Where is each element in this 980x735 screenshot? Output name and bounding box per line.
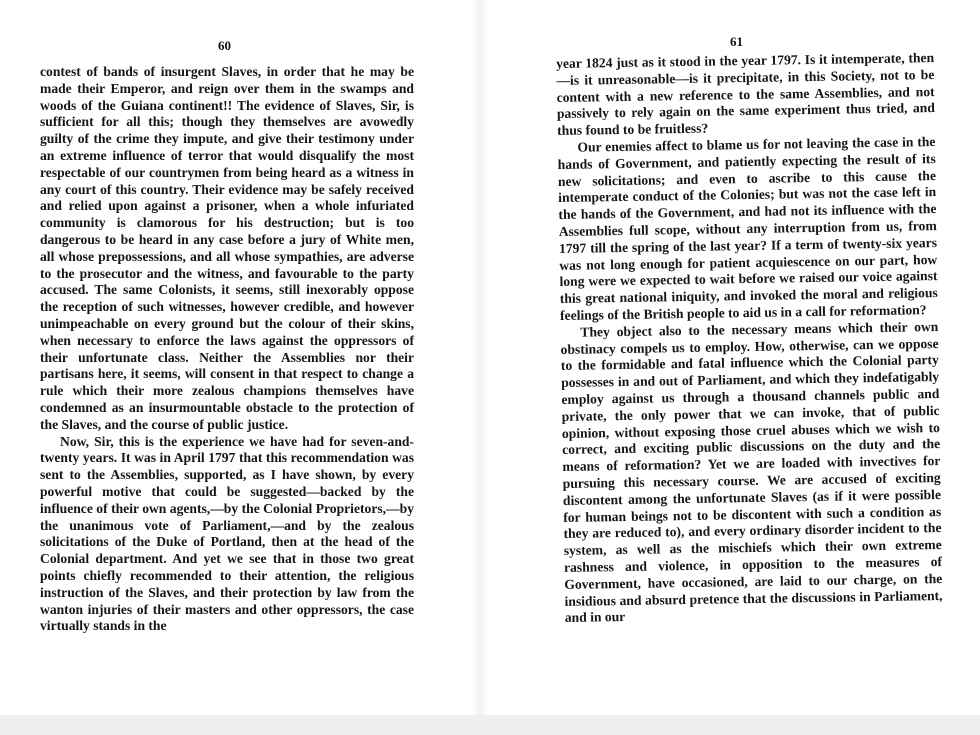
right-page-number: 61	[730, 34, 743, 49]
right-page-text	[556, 50, 943, 627]
right-paragraph-1: year 1824 just as it stood in the year 1797. Is it intemperate, then—is it unreasonable—is it precipitate, in this Society, not to be content with a new reference to the same Assemblies, and not passively to rely again on the same experiment thus tried, and thus found to be fruitless?	[556, 50, 935, 139]
left-page-text	[40, 64, 414, 635]
right-page	[490, 0, 980, 735]
left-page	[0, 0, 470, 735]
book-gutter	[472, 0, 488, 735]
left-paragraph-1: contest of bands of insurgent Slaves, in order that he may be made their Emperor, and reign over them in the swamps and woods of the Guiana continent!! The evidence of Slaves, Sir, is sufficient for all this; though they themselves are avowedly guilty of the crime they impute, and give their testimony under an extreme influence of terror that would disqualify the most respectable of our countrymen from being heard as a witness in any court of this country. Their evidence may be safely received and relied upon against a prisoner, when a whole infuriated community is clamorous for his destruction; but is too dangerous to be heard in any case before a jury of White men, all whose prepossessions, and all whose sympathies, are adverse to the prosecutor and the witness, and favourable to the party accused. The same Colonists, it seems, still inexorably oppose the reception of such witnesses, however credible, and however unimpeachable on every ground but the colour of their skins, when necessary to enforce the laws against the oppressors of their unfortunate class. Neither the Assemblies nor their partisans here, it seems, will consent in that respect to change a rule which their more zealous champions themselves have condemned as an insurmountable obstacle to the protection of the Slaves, and the course of public justice.	[40, 64, 414, 432]
right-paragraph-3: They object also to the necessary means which their own obstinacy compels us to employ. How, otherwise, can we oppose to the formidable and fatal influence which the Colonial party possesses in and out of Parliament, and which they indefatigably employ against us through a thousand channels public and private, the only power that we can invoke, that of public opinion, without exposing those cruel abuses which we wish to correct, and exciting public discussions on the duty and the means of reformation? Yet we are loaded with invectives for pursuing this necessary course. We are accused of exciting discontent among the unfortunate Slaves (as if it were possible for human beings not to be discontent with such a condition as they are reduced to), and every ordinary disorder incident to the system, as well as the mischiefs which their own extreme rashness and violence, in opposition to the measures of Government, have occasioned, are laid to our charge, on the insidious and absurd pretence that the discussions in Parliament, and in our	[560, 318, 943, 626]
left-paragraph-2: Now, Sir, this is the experience we have had for seven-and-twenty years. It was in April 1797 that this recommendation was sent to the Assemblies, supported, as I have shown, by every powerful motive that could be suggested—backed by the influence of their own agents,—by the Colonial Proprietors,—by the unanimous vote of Parliament,—and by the zealous solicitations of the Duke of Portland, then at the head of the Colonial department. And yet we see that in those two great points chiefly recommended to their attention, the religious instruction of the Slaves, and their protection by law from the wanton injuries of their masters and other oppressors, the case virtually stands in the	[40, 433, 414, 634]
left-page-number: 60	[218, 38, 231, 53]
scan-bottom-edge	[0, 715, 980, 735]
right-paragraph-2: Our enemies affect to blame us for not leaving the case in the hands of Government, and patiently expecting the result of its new solicitations; and even to ascribe to this cause the intemperate conduct of the Colonies; but was not the case left in the hands of the Government, and had not its influence with the Assemblies full scope, without any interruption from us, from 1797 till the spring of the last year? If a term of twenty-six years was not long enough for patient acquiescence on our part, how long were we expected to wait before we raised our voice against this great national iniquity, and invoked the moral and religious feelings of the British people to aid us in a call for reformation?	[557, 134, 938, 323]
